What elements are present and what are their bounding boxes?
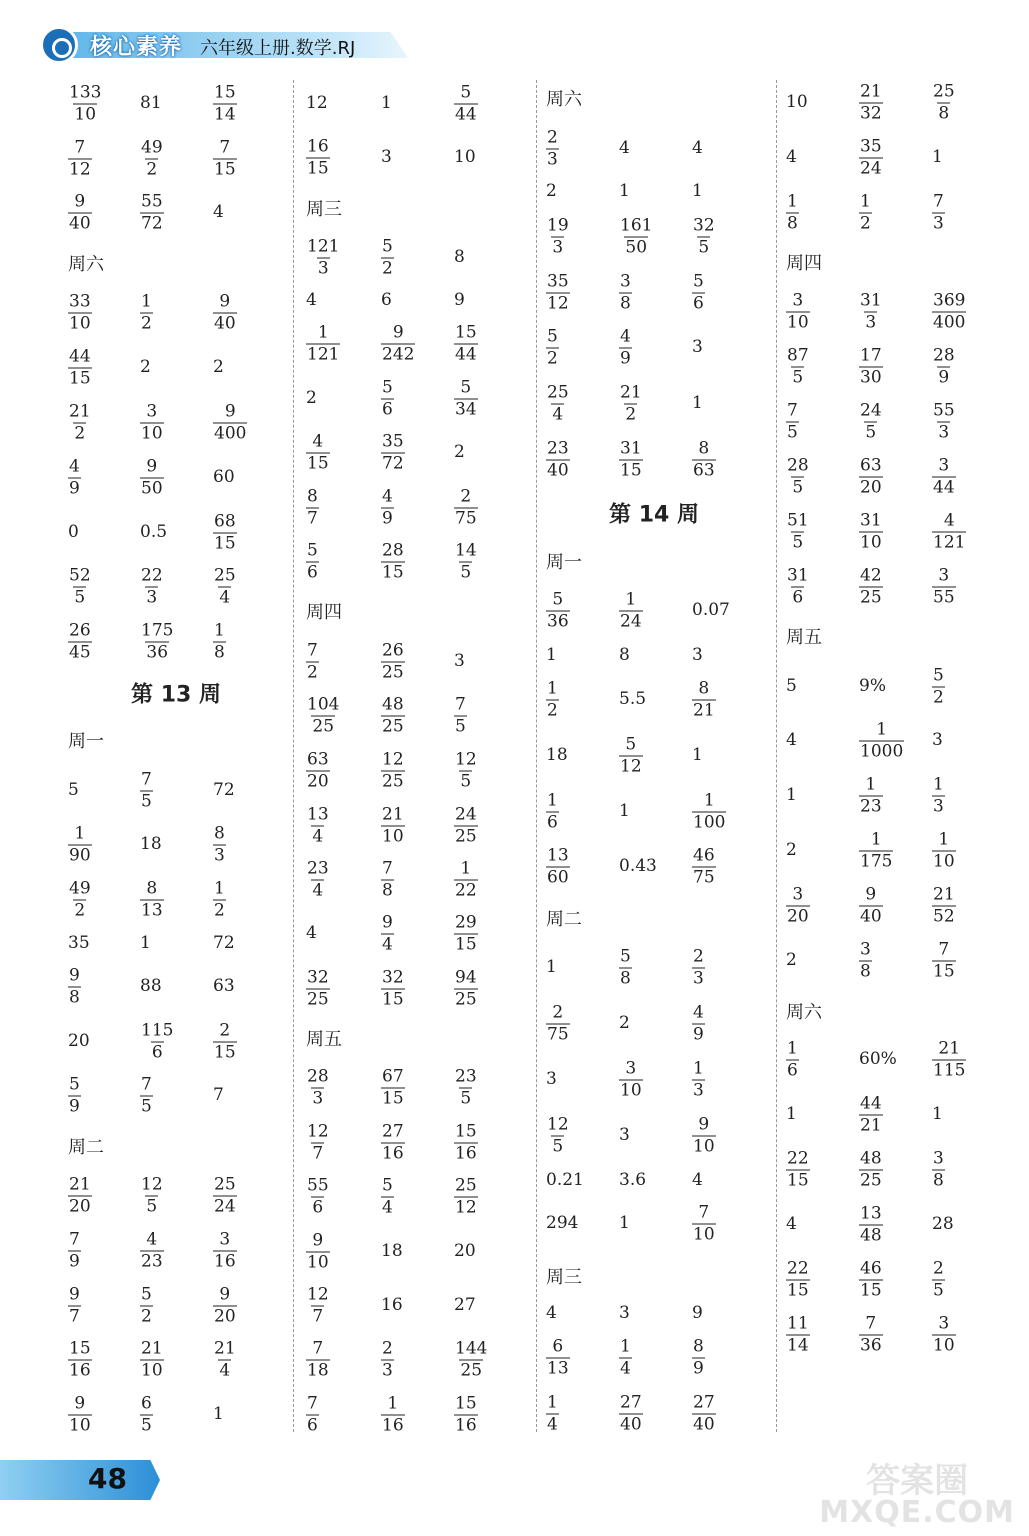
day-label: 周五 — [786, 627, 822, 648]
answer-fraction: $\frac{9}{242}$ — [382, 322, 415, 365]
answer-fraction: $\frac{175}{36}$ — [141, 620, 174, 663]
day-label: 周二 — [68, 1137, 104, 1158]
answer-fraction: $\frac{9}{40}$ — [214, 291, 236, 334]
answer-value: 294 — [546, 1213, 579, 1233]
answer-value: 3 — [932, 730, 943, 750]
answer-fraction: $\frac{87}{5}$ — [787, 345, 809, 388]
watermark-logo-text: 答案圈 — [866, 1461, 969, 1501]
answer-value: 3 — [619, 1303, 630, 1323]
answer-fraction: $\frac{24}{25}$ — [455, 804, 477, 847]
answer-fraction: $\frac{8}{3}$ — [214, 823, 225, 866]
answer-fraction: $\frac{16}{15}$ — [307, 136, 329, 179]
answer-fraction: $\frac{1}{2}$ — [141, 291, 152, 334]
answer-fraction: $\frac{1}{4}$ — [620, 1336, 631, 1379]
answer-fraction: $\frac{1}{10}$ — [933, 829, 955, 872]
answer-value: 3.6 — [619, 1170, 647, 1190]
answer-fraction: $\frac{1}{2}$ — [214, 878, 225, 921]
day-label: 周五 — [306, 1029, 342, 1050]
answer-value: 3 — [546, 1069, 557, 1089]
book-title: 六年级上册.数学.RJ — [200, 38, 356, 59]
answer-fraction: $\frac{22}{3}$ — [141, 565, 163, 608]
answer-fraction: $\frac{4}{9}$ — [69, 456, 80, 499]
answer-value: 2 — [786, 950, 797, 970]
answer-fraction: $\frac{6}{5}$ — [141, 1393, 152, 1436]
answer-value: 72 — [213, 933, 235, 953]
answer-value: 27 — [454, 1295, 476, 1315]
day-label: 周四 — [786, 253, 822, 274]
watermark-url: MXQE.COM — [819, 1495, 1015, 1530]
answer-fraction: $\frac{9}{7}$ — [69, 1284, 80, 1327]
answer-fraction: $\frac{27}{40}$ — [620, 1392, 642, 1435]
answer-fraction: $\frac{9}{8}$ — [69, 965, 80, 1008]
answer-fraction: $\frac{15}{16}$ — [455, 1393, 477, 1436]
answer-fraction: $\frac{31}{3}$ — [860, 290, 882, 333]
answer-fraction: $\frac{3}{10}$ — [620, 1058, 642, 1101]
answer-fraction: $\frac{19}{3}$ — [547, 215, 569, 258]
answer-fraction: $\frac{1}{121}$ — [307, 322, 340, 365]
logo-icon — [40, 26, 78, 64]
answer-value: 2 — [213, 357, 224, 377]
answer-fraction: $\frac{35}{72}$ — [382, 431, 404, 474]
answer-fraction: $\frac{1}{24}$ — [620, 589, 642, 632]
answer-value: 1 — [546, 645, 557, 665]
answer-fraction: $\frac{4}{9}$ — [620, 326, 631, 369]
answer-fraction: $\frac{4}{23}$ — [141, 1229, 163, 1272]
answer-fraction: $\frac{25}{12}$ — [455, 1175, 477, 1218]
page-number: 48 — [88, 1462, 127, 1495]
answer-value: 4 — [786, 1214, 797, 1234]
answer-fraction: $\frac{9}{10}$ — [693, 1114, 715, 1157]
answer-fraction: $\frac{23}{5}$ — [455, 1066, 477, 1109]
column-divider — [293, 80, 294, 1432]
answer-fraction: $\frac{9}{400}$ — [214, 401, 247, 444]
answer-fraction: $\frac{5}{6}$ — [382, 377, 393, 420]
answer-fraction: $\frac{27}{16}$ — [382, 1121, 404, 1164]
answer-fraction: $\frac{1}{1000}$ — [860, 719, 904, 762]
answer-fraction: $\frac{17}{30}$ — [860, 345, 882, 388]
answer-fraction: $\frac{14}{5}$ — [455, 540, 477, 583]
answer-fraction: $\frac{28}{3}$ — [307, 1066, 329, 1109]
answer-value: 60 — [213, 467, 235, 487]
answer-fraction: $\frac{49}{2}$ — [141, 137, 163, 180]
answer-value: 1 — [381, 93, 392, 113]
answer-fraction: $\frac{3}{44}$ — [933, 455, 955, 498]
answer-fraction: $\frac{12}{5}$ — [547, 1114, 569, 1157]
answer-fraction: $\frac{27}{40}$ — [693, 1392, 715, 1435]
answer-fraction: $\frac{33}{10}$ — [69, 291, 91, 334]
answer-value: 72 — [213, 780, 235, 800]
answer-fraction: $\frac{3}{20}$ — [787, 884, 809, 927]
answer-value: 1 — [140, 933, 151, 953]
answer-fraction: $\frac{23}{4}$ — [307, 858, 329, 901]
answer-fraction: $\frac{9}{40}$ — [69, 191, 91, 234]
answer-fraction: $\frac{63}{20}$ — [860, 455, 882, 498]
answer-fraction: $\frac{3}{8}$ — [933, 1148, 944, 1191]
answer-value: 2 — [546, 181, 557, 201]
answer-fraction: $\frac{1}{4}$ — [547, 1392, 558, 1435]
answer-fraction: $\frac{12}{5}$ — [455, 749, 477, 792]
answer-fraction: $\frac{1}{22}$ — [455, 858, 477, 901]
answer-fraction: $\frac{13}{60}$ — [547, 845, 569, 888]
answer-value: 3 — [454, 651, 465, 671]
answer-fraction: $\frac{9}{10}$ — [69, 1393, 91, 1436]
answer-value: 2 — [786, 840, 797, 860]
answer-value: 5 — [786, 676, 797, 696]
answer-fraction: $\frac{5}{2}$ — [933, 665, 944, 708]
answer-value: 0.43 — [619, 856, 657, 876]
answer-fraction: $\frac{1}{23}$ — [860, 774, 882, 817]
answer-fraction: $\frac{3}{16}$ — [214, 1229, 236, 1272]
answer-fraction: $\frac{5}{2}$ — [141, 1284, 152, 1327]
answer-value: 0.21 — [546, 1170, 584, 1190]
answer-value: 18 — [140, 834, 162, 854]
answer-fraction: $\frac{8}{9}$ — [693, 1336, 704, 1379]
answer-fraction: $\frac{104}{25}$ — [307, 694, 340, 737]
answer-value: 1 — [692, 181, 703, 201]
answer-value: 1 — [786, 785, 797, 805]
answer-value: 10 — [454, 147, 476, 167]
answer-fraction: $\frac{7}{6}$ — [307, 1393, 318, 1436]
answer-fraction: $\frac{1}{90}$ — [69, 823, 91, 866]
day-label: 周六 — [786, 1002, 822, 1023]
answer-fraction: $\frac{7}{5}$ — [141, 769, 152, 812]
answer-value: 6 — [381, 290, 392, 310]
answer-fraction: $\frac{12}{7}$ — [307, 1284, 329, 1327]
answer-fraction: $\frac{21}{32}$ — [860, 81, 882, 124]
column-divider — [536, 80, 537, 1432]
answer-fraction: $\frac{7}{15}$ — [933, 939, 955, 982]
answer-fraction: $\frac{4}{9}$ — [382, 486, 393, 529]
answer-fraction: $\frac{7}{5}$ — [141, 1074, 152, 1117]
answer-fraction: $\frac{1}{8}$ — [787, 191, 798, 234]
answer-value: 18 — [546, 745, 568, 765]
answer-fraction: $\frac{21}{10}$ — [141, 1338, 163, 1381]
answer-fraction: $\frac{21}{52}$ — [933, 884, 955, 927]
answer-value: 4 — [786, 147, 797, 167]
answer-fraction: $\frac{12}{25}$ — [382, 749, 404, 792]
answer-fraction: $\frac{1}{8}$ — [214, 620, 225, 663]
day-label: 周一 — [546, 552, 582, 573]
answer-value: 8 — [454, 247, 465, 267]
day-label: 周六 — [546, 89, 582, 110]
answer-value: 1 — [692, 745, 703, 765]
answer-fraction: $\frac{1}{2}$ — [547, 678, 558, 721]
answer-fraction: $\frac{21}{2}$ — [620, 382, 642, 425]
answer-fraction: $\frac{3}{10}$ — [787, 290, 809, 333]
answer-value: 9% — [859, 676, 886, 696]
answer-fraction: $\frac{3}{8}$ — [620, 271, 631, 314]
answer-fraction: $\frac{1}{3}$ — [933, 774, 944, 817]
answer-fraction: $\frac{32}{5}$ — [693, 215, 715, 258]
answer-fraction: $\frac{21}{20}$ — [69, 1174, 91, 1217]
answer-fraction: $\frac{55}{3}$ — [933, 400, 955, 443]
answer-fraction: $\frac{21}{4}$ — [214, 1338, 236, 1381]
answer-fraction: $\frac{5}{12}$ — [620, 734, 642, 777]
answer-fraction: $\frac{21}{10}$ — [382, 804, 404, 847]
page-number-bar — [0, 1460, 160, 1500]
answer-fraction: $\frac{7}{5}$ — [787, 400, 798, 443]
answer-fraction: $\frac{49}{2}$ — [69, 878, 91, 921]
answer-fraction: $\frac{1}{6}$ — [547, 790, 558, 833]
answer-fraction: $\frac{9}{4}$ — [382, 912, 393, 955]
answer-fraction: $\frac{28}{9}$ — [933, 345, 955, 388]
answer-fraction: $\frac{2}{75}$ — [455, 486, 477, 529]
answer-value: 4 — [306, 923, 317, 943]
answer-fraction: $\frac{31}{15}$ — [620, 438, 642, 481]
answer-fraction: $\frac{28}{5}$ — [787, 455, 809, 498]
answer-fraction: $\frac{161}{50}$ — [620, 215, 653, 258]
watermark — [819, 1461, 1015, 1530]
answer-value: 9 — [454, 290, 465, 310]
answer-fraction: $\frac{7}{12}$ — [69, 137, 91, 180]
answer-fraction: $\frac{15}{44}$ — [455, 322, 477, 365]
answer-fraction: $\frac{22}{15}$ — [787, 1258, 809, 1301]
answer-fraction: $\frac{25}{4}$ — [214, 565, 236, 608]
answer-value: 8 — [619, 645, 630, 665]
answer-fraction: $\frac{5}{6}$ — [307, 540, 318, 583]
answer-fraction: $\frac{1}{2}$ — [860, 191, 871, 234]
answer-fraction: $\frac{44}{21}$ — [860, 1093, 882, 1136]
answer-fraction: $\frac{5}{36}$ — [547, 589, 569, 632]
answer-value: 1 — [619, 1213, 630, 1233]
answer-fraction: $\frac{13}{48}$ — [860, 1203, 882, 1246]
answer-fraction: $\frac{67}{15}$ — [382, 1066, 404, 1109]
answer-value: 1 — [692, 393, 703, 413]
answer-value: 88 — [140, 976, 162, 996]
answer-fraction: $\frac{3}{10}$ — [933, 1313, 955, 1356]
answer-value: 2 — [619, 1013, 630, 1033]
answer-value: 2 — [454, 442, 465, 462]
answer-value: 0.07 — [692, 600, 730, 620]
answer-fraction: $\frac{51}{5}$ — [787, 510, 809, 553]
answer-fraction: $\frac{6}{13}$ — [547, 1336, 569, 1379]
answer-value: 4 — [306, 290, 317, 310]
answer-value: 4 — [692, 1170, 703, 1190]
answer-fraction: $\frac{12}{7}$ — [307, 1121, 329, 1164]
answer-value: 20 — [68, 1031, 90, 1051]
answer-value: 4 — [786, 730, 797, 750]
day-label: 周三 — [546, 1267, 582, 1288]
answer-value: 3 — [619, 1125, 630, 1145]
answer-fraction: $\frac{7}{9}$ — [69, 1229, 80, 1272]
answer-fraction: $\frac{115}{6}$ — [141, 1020, 174, 1063]
answer-value: 81 — [140, 93, 162, 113]
answer-value: 4 — [692, 138, 703, 158]
answer-fraction: $\frac{4}{15}$ — [307, 431, 329, 474]
answer-value: 3 — [692, 337, 703, 357]
answer-fraction: $\frac{11}{14}$ — [787, 1313, 809, 1356]
answer-fraction: $\frac{23}{40}$ — [547, 438, 569, 481]
answer-fraction: $\frac{32}{15}$ — [382, 967, 404, 1010]
answer-value: 2 — [140, 357, 151, 377]
answer-fraction: $\frac{46}{15}$ — [860, 1258, 882, 1301]
answer-fraction: $\frac{1}{6}$ — [787, 1038, 798, 1081]
day-label: 周三 — [306, 199, 342, 220]
answer-fraction: $\frac{29}{15}$ — [455, 912, 477, 955]
answer-fraction: $\frac{4}{121}$ — [933, 510, 966, 553]
answer-fraction: $\frac{32}{25}$ — [307, 967, 329, 1010]
column-divider — [776, 80, 777, 1432]
answer-fraction: $\frac{133}{10}$ — [69, 82, 102, 125]
answer-value: 16 — [381, 1295, 403, 1315]
answer-fraction: $\frac{35}{24}$ — [860, 136, 882, 179]
answer-fraction: $\frac{5}{2}$ — [547, 326, 558, 369]
answer-fraction: $\frac{46}{75}$ — [693, 845, 715, 888]
answer-fraction: $\frac{5}{9}$ — [69, 1074, 80, 1117]
answer-value: 1 — [932, 1104, 943, 1124]
answer-fraction: $\frac{31}{10}$ — [860, 510, 882, 553]
answer-fraction: $\frac{144}{25}$ — [455, 1338, 488, 1381]
answer-fraction: $\frac{8}{13}$ — [141, 878, 163, 921]
answer-value: 4 — [213, 202, 224, 222]
answer-fraction: $\frac{2}{75}$ — [547, 1002, 569, 1045]
answer-fraction: $\frac{2}{15}$ — [214, 1020, 236, 1063]
answer-fraction: $\frac{7}{5}$ — [455, 694, 466, 737]
answer-fraction: $\frac{1}{175}$ — [860, 829, 893, 872]
answer-fraction: $\frac{48}{25}$ — [860, 1148, 882, 1191]
answer-value: 18 — [381, 1241, 403, 1261]
answer-fraction: $\frac{12}{5}$ — [141, 1174, 163, 1217]
answer-fraction: $\frac{8}{21}$ — [693, 678, 715, 721]
answer-value: 28 — [932, 1214, 954, 1234]
answer-fraction: $\frac{7}{15}$ — [214, 137, 236, 180]
answer-fraction: $\frac{13}{4}$ — [307, 804, 329, 847]
answer-value: 0 — [68, 522, 79, 542]
answer-fraction: $\frac{3}{10}$ — [141, 401, 163, 444]
answer-value: 5.5 — [619, 689, 647, 709]
answer-fraction: $\frac{7}{10}$ — [693, 1202, 715, 1245]
answer-fraction: $\frac{15}{16}$ — [69, 1338, 91, 1381]
day-label: 周二 — [546, 909, 582, 930]
answer-value: 35 — [68, 933, 90, 953]
answer-value: 4 — [546, 1303, 557, 1323]
answer-fraction: $\frac{15}{14}$ — [214, 82, 236, 125]
answer-fraction: $\frac{121}{3}$ — [307, 236, 340, 279]
answer-fraction: $\frac{5}{4}$ — [382, 1175, 393, 1218]
answer-fraction: $\frac{25}{4}$ — [547, 382, 569, 425]
answer-fraction: $\frac{3}{55}$ — [933, 565, 955, 608]
answer-value: 10 — [786, 92, 808, 112]
answer-fraction: $\frac{55}{72}$ — [141, 191, 163, 234]
answer-fraction: $\frac{7}{36}$ — [860, 1313, 882, 1356]
answer-value: 1 — [546, 957, 557, 977]
answer-value: 7 — [213, 1085, 224, 1105]
answer-fraction: $\frac{369}{400}$ — [933, 290, 966, 333]
answer-value: 1 — [213, 1404, 224, 1424]
answer-fraction: $\frac{42}{25}$ — [860, 565, 882, 608]
answer-fraction: $\frac{4}{9}$ — [693, 1002, 704, 1045]
answer-fraction: $\frac{7}{18}$ — [307, 1338, 329, 1381]
answer-fraction: $\frac{15}{16}$ — [455, 1121, 477, 1164]
answer-value: 2 — [306, 388, 317, 408]
answer-value: 3 — [692, 645, 703, 665]
answer-fraction: $\frac{2}{5}$ — [933, 1258, 944, 1301]
answer-fraction: $\frac{9}{20}$ — [214, 1284, 236, 1327]
answer-fraction: $\frac{9}{10}$ — [307, 1230, 329, 1273]
answer-fraction: $\frac{48}{25}$ — [382, 694, 404, 737]
answer-fraction: $\frac{5}{8}$ — [620, 946, 631, 989]
answer-value: 60% — [859, 1049, 897, 1069]
answer-fraction: $\frac{2}{3}$ — [382, 1338, 393, 1381]
page-header — [40, 26, 408, 64]
answer-fraction: $\frac{7}{2}$ — [307, 640, 318, 683]
answer-fraction: $\frac{31}{6}$ — [787, 565, 809, 608]
answer-fraction: $\frac{7}{8}$ — [382, 858, 393, 901]
answer-fraction: $\frac{8}{7}$ — [307, 486, 318, 529]
answer-value: 1 — [932, 147, 943, 167]
brand-name: 核心素养 — [90, 35, 183, 60]
answer-fraction: $\frac{25}{24}$ — [214, 1174, 236, 1217]
answer-fraction: $\frac{68}{15}$ — [214, 511, 236, 554]
answer-fraction: $\frac{55}{6}$ — [307, 1175, 329, 1218]
answer-fraction: $\frac{5}{6}$ — [693, 271, 704, 314]
answer-fraction: $\frac{52}{5}$ — [69, 565, 91, 608]
answer-fraction: $\frac{94}{25}$ — [455, 967, 477, 1010]
answer-fraction: $\frac{28}{15}$ — [382, 540, 404, 583]
answer-fraction: $\frac{2}{3}$ — [547, 127, 558, 170]
answer-fraction: $\frac{26}{45}$ — [69, 620, 91, 663]
answer-value: 9 — [692, 1303, 703, 1323]
answer-fraction: $\frac{63}{20}$ — [307, 749, 329, 792]
answer-fraction: $\frac{21}{115}$ — [933, 1038, 966, 1081]
day-label: 周一 — [68, 731, 104, 752]
answer-fraction: $\frac{9}{50}$ — [141, 456, 163, 499]
answer-value: 0.5 — [140, 522, 168, 542]
answer-fraction: $\frac{25}{8}$ — [933, 81, 955, 124]
answer-value: 3 — [381, 147, 392, 167]
day-label: 周四 — [306, 602, 342, 623]
answer-fraction: $\frac{7}{3}$ — [933, 191, 944, 234]
answer-value: 4 — [619, 138, 630, 158]
answer-fraction: $\frac{26}{25}$ — [382, 640, 404, 683]
answer-fraction: $\frac{5}{2}$ — [382, 236, 393, 279]
answer-fraction: $\frac{8}{63}$ — [693, 438, 715, 481]
answer-fraction: $\frac{1}{16}$ — [382, 1393, 404, 1436]
answer-fraction: $\frac{22}{15}$ — [787, 1148, 809, 1191]
answer-fraction: $\frac{24}{5}$ — [860, 400, 882, 443]
day-label: 周六 — [68, 254, 104, 275]
answer-value: 12 — [306, 93, 328, 113]
answer-fraction: $\frac{5}{34}$ — [455, 377, 477, 420]
answer-fraction: $\frac{44}{15}$ — [69, 346, 91, 389]
answer-fraction: $\frac{9}{40}$ — [860, 884, 882, 927]
answer-value: 20 — [454, 1241, 476, 1261]
answer-value: 1 — [786, 1104, 797, 1124]
answer-fraction: $\frac{21}{2}$ — [69, 401, 91, 444]
answer-fraction: $\frac{35}{12}$ — [547, 271, 569, 314]
answer-value: 1 — [619, 181, 630, 201]
answer-fraction: $\frac{1}{3}$ — [693, 1058, 704, 1101]
week-heading: 第 13 周 — [131, 682, 221, 708]
answer-value: 1 — [619, 801, 630, 821]
answer-fraction: $\frac{5}{44}$ — [455, 82, 477, 125]
answer-fraction: $\frac{2}{3}$ — [693, 946, 704, 989]
answer-fraction: $\frac{3}{8}$ — [860, 939, 871, 982]
answer-fraction: $\frac{1}{100}$ — [693, 790, 726, 833]
week-heading: 第 14 周 — [609, 502, 699, 528]
answer-value: 5 — [68, 780, 79, 800]
answer-value: 63 — [213, 976, 235, 996]
